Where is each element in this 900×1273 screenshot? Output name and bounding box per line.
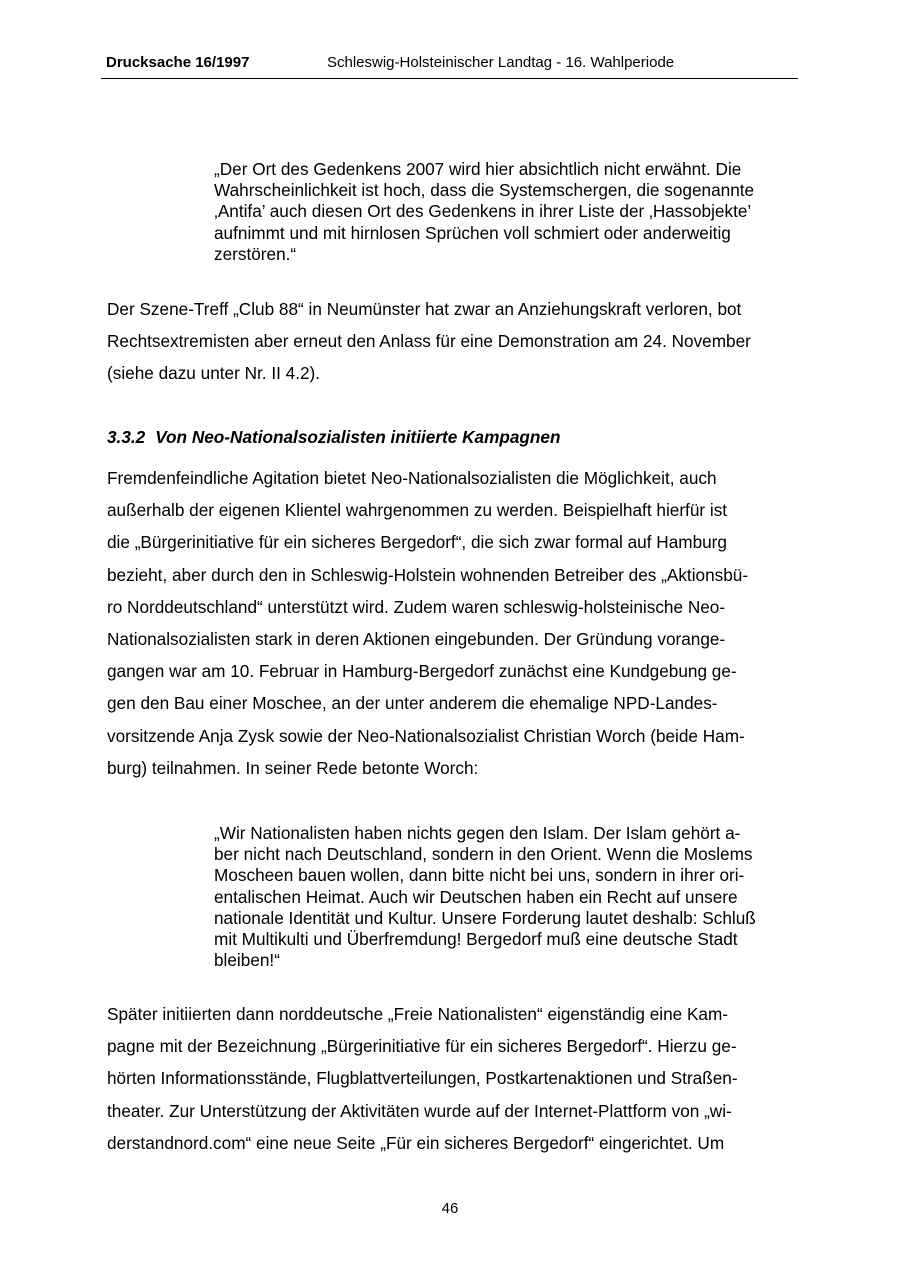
text-line: gangen war am 10. Februar in Hamburg-Bergedorf zunächst eine Kundgebung ge- bbox=[107, 661, 737, 682]
section-heading bbox=[107, 427, 560, 448]
quote-line: „Wir Nationalisten haben nichts gegen den Islam. Der Islam gehört a- bbox=[214, 823, 741, 843]
text-line: bezieht, aber durch den in Schleswig-Holstein wohnenden Betreiber des „Aktionsbü- bbox=[107, 564, 749, 585]
page-number: 46 bbox=[441, 1200, 459, 1217]
section-number: 3.3.2 bbox=[107, 427, 146, 447]
quote-line: „Der Ort des Gedenkens 2007 wird hier absichtlich nicht erwähnt. Die bbox=[214, 159, 742, 179]
quote-block-2 bbox=[214, 823, 794, 971]
text-line: außerhalb der eigenen Klientel wahrgenommen zu werden. Beispielhaft hierfür ist bbox=[107, 500, 728, 521]
text-line: derstandnord.com“ eine neue Seite „Für ein sicheres Bergedorf“ eingerichtet. Um bbox=[107, 1132, 725, 1153]
text-line: burg) teilnahmen. In seiner Rede betonte Worch: bbox=[107, 757, 479, 778]
text-line: vorsitzende Anja Zysk sowie der Neo-Nationalsozialist Christian Worch (beide Ham- bbox=[107, 725, 745, 746]
text-line: ro Norddeutschland“ unterstützt wird. Zudem waren schleswig-holsteinische Neo- bbox=[107, 596, 726, 617]
text-line: Später initiierten dann norddeutsche „Freie Nationalisten“ eigenständig eine Kam- bbox=[107, 1004, 729, 1024]
section-title: Von Neo-Nationalsozialisten initiierte Kampagnen bbox=[155, 427, 561, 447]
paragraph-2 bbox=[107, 462, 797, 784]
quote-line: Wahrscheinlichkeit ist hoch, dass die Systemschergen, die sogenannte bbox=[214, 180, 755, 201]
text-line: Nationalsozialisten stark in deren Aktionen eingebunden. Der Gründung vorange- bbox=[107, 629, 726, 650]
text-line: Rechtsextremisten aber erneut den Anlass für eine Demonstration am 24. November bbox=[107, 331, 751, 352]
quote-line: entalischen Heimat. Auch wir Deutschen haben ein Recht auf unsere bbox=[214, 886, 738, 907]
quote-line: nationale Identität und Kultur. Unsere Forderung lautet deshalb: Schluß bbox=[214, 907, 756, 928]
text-line: gen den Bau einer Moschee, an der unter anderem die ehemalige NPD-Landes- bbox=[107, 693, 718, 714]
quote-line: bleiben!“ bbox=[214, 950, 280, 971]
text-line: theater. Zur Unterstützung der Aktivitäten wurde auf der Internet-Plattform von „wi- bbox=[107, 1100, 732, 1121]
text-line: pagne mit der Bezeichnung „Bürgerinitiative für ein sicheres Bergedorf“. Hierzu ge- bbox=[107, 1036, 737, 1057]
page-header bbox=[101, 52, 798, 79]
text-line: Der Szene-Treff „Club 88“ in Neumünster hat zwar an Anziehungskraft verloren, bot bbox=[107, 299, 742, 319]
quote-line: Moscheen bauen wollen, dann bitte nicht bei uns, sondern in ihrer ori- bbox=[214, 865, 745, 886]
text-line: hörten Informationsstände, Flugblattverteilungen, Postkartenaktionen und Straßen- bbox=[107, 1068, 738, 1089]
text-line: Fremdenfeindliche Agitation bietet Neo-Nationalsozialisten die Möglichkeit, auch bbox=[107, 468, 717, 488]
text-line: die „Bürgerinitiative für ein sicheres Bergedorf“, die sich zwar formal auf Hamburg bbox=[107, 532, 727, 553]
document-number: Drucksache 16/1997 bbox=[106, 54, 250, 71]
quote-block-1 bbox=[214, 159, 794, 265]
paragraph-1 bbox=[107, 293, 797, 390]
quote-line: ber nicht nach Deutschland, sondern in den Orient. Wenn die Moslems bbox=[214, 844, 753, 865]
quote-line: ‚Antifa’ auch diesen Ort des Gedenkens in ihrer Liste der ‚Hassobjekte’ bbox=[214, 201, 752, 222]
quote-line: zerstören.“ bbox=[214, 243, 297, 264]
paragraph-3 bbox=[107, 998, 797, 1159]
quote-line: aufnimmt und mit hirnlosen Sprüchen voll schmiert oder anderweitig bbox=[214, 222, 731, 243]
document-title: Schleswig-Holsteinischer Landtag - 16. Wahlperiode bbox=[327, 54, 675, 71]
quote-line: mit Multikulti und Überfremdung! Bergedorf muß eine deutsche Stadt bbox=[214, 929, 738, 950]
text-line: (siehe dazu unter Nr. II 4.2). bbox=[107, 363, 321, 384]
